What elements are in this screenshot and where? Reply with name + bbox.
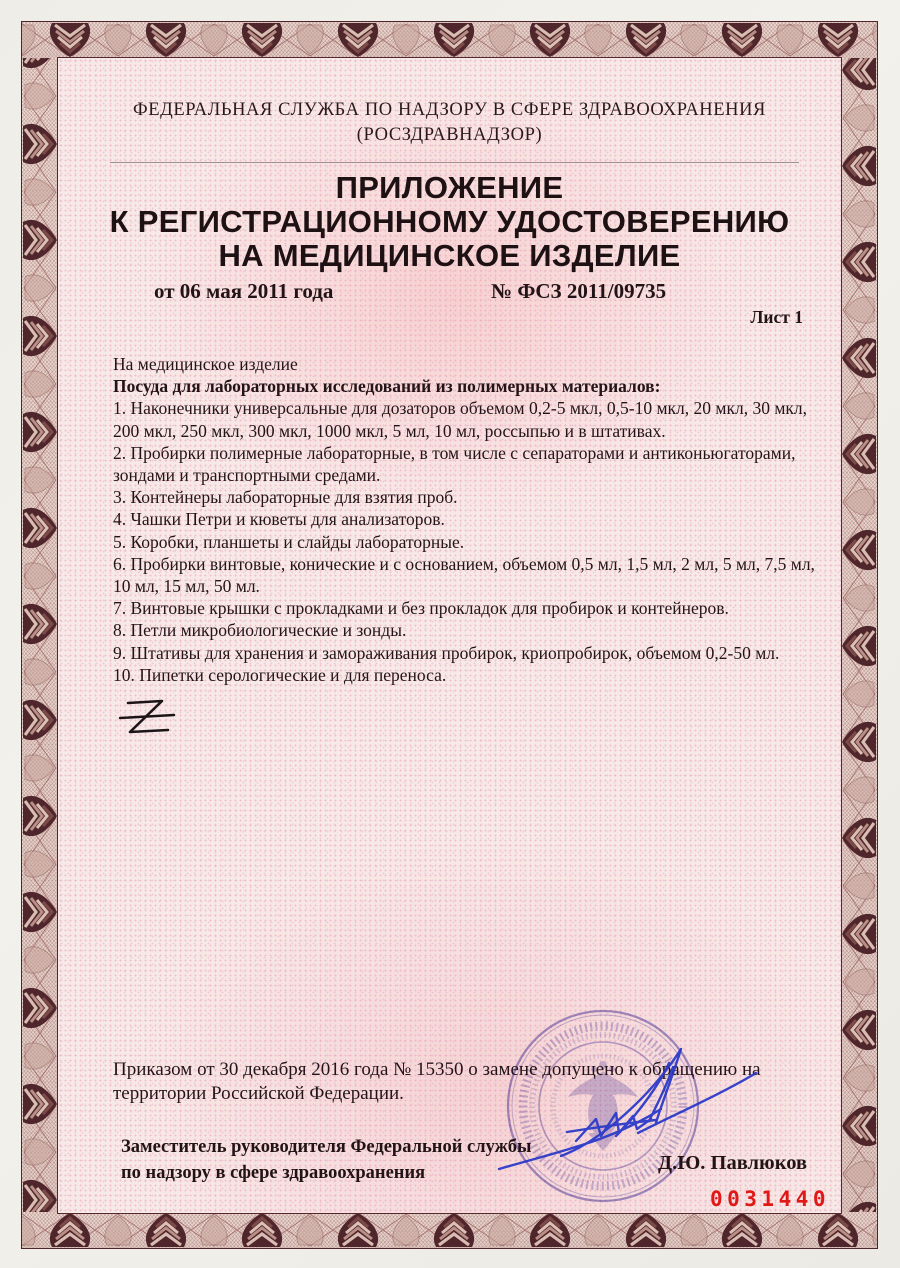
title-line-1: ПРИЛОЖЕНИЕ <box>335 170 564 205</box>
list-item: 10. Пипетки серологические и для переноса. <box>113 664 447 685</box>
registration-meta <box>58 279 841 305</box>
guilloche-border-right <box>841 22 877 1248</box>
guilloche-border-top <box>22 22 877 58</box>
title-line-3: НА МЕДИЦИНСКОЕ ИЗДЕЛИЕ <box>218 238 681 273</box>
authority-name: ФЕДЕРАЛЬНАЯ СЛУЖБА ПО НАДЗОРУ В СФЕРЕ ЗДРАВООХРАНЕНИЯ <box>132 100 766 120</box>
list-item: 5. Коробки, планшеты и слайды лабораторные. <box>113 531 465 552</box>
signer-title-line-2: по надзору в сфере здравоохранения <box>121 1163 426 1183</box>
header-divider <box>110 162 799 163</box>
sheet-number: Лист 1 <box>750 307 803 327</box>
list-item: 7. Винтовые крышки с прокладками и без прокладок для пробирок и контейнеров. <box>113 598 729 619</box>
list-item: 1. Наконечники универсальные для дозаторов объемом 0,2-5 мкл, 0,5-10 мкл, 20 мкл, 30 мкл, 200 мкл, 250 мкл, 300 мкл, 1000 мкл, 5 мл, 10 мл, россыпью и в штативах. <box>113 398 808 441</box>
list-item: 3. Контейнеры лабораторные для взятия проб. <box>113 487 458 508</box>
registration-date: от 06 мая 2011 года <box>154 279 334 303</box>
signer-title <box>121 1134 531 1186</box>
signer-title-line-1: Заместитель руководителя Федеральной службы <box>121 1137 532 1157</box>
intro-line: На медицинское изделие <box>113 354 298 374</box>
order-statement: Приказом от 30 декабря 2016 года № 15350 о замене допущено к обращению на территории Российской Федерации. <box>113 1059 761 1105</box>
device-description <box>113 353 816 686</box>
guilloche-border-bottom <box>22 1212 877 1248</box>
list-item: 6. Пробирки винтовые, конические и с основанием, объемом 0,5 мл, 1,5 мл, 2 мл, 5 мл, 7,5 мл, 10 мл, 15 мл, 50 мл. <box>113 553 815 597</box>
serial-number: 0031440 <box>710 1187 831 1211</box>
signer-name: Д.Ю. Павлюков <box>658 1152 808 1174</box>
title-line-2: К РЕГИСТРАЦИОННОМУ УДОСТОВЕРЕНИЮ <box>109 204 790 239</box>
guilloche-border-left <box>22 22 58 1248</box>
certificate-body <box>57 57 842 1214</box>
end-of-text-z-mark <box>116 692 180 740</box>
list-item: 8. Петли микробиологические и зонды. <box>113 620 407 641</box>
product-title: Посуда для лабораторных исследований из полимерных материалов: <box>113 376 661 397</box>
authority-short-name: (РОСЗДРАВНАДЗОР) <box>356 125 543 145</box>
issuing-authority <box>58 98 841 148</box>
document-title <box>58 171 841 273</box>
list-item: 4. Чашки Петри и кюветы для анализаторов. <box>113 509 445 530</box>
list-item: 2. Пробирки полимерные лабораторные, в том числе с сепараторами и антиконьюгаторами, зондами и транспортными средами. <box>113 442 796 486</box>
registration-number: № ФСЗ 2011/09735 <box>491 279 667 303</box>
list-item: 9. Штативы для хранения и замораживания пробирок, криопробирок, объемом 0,2-50 мл. <box>113 642 780 663</box>
